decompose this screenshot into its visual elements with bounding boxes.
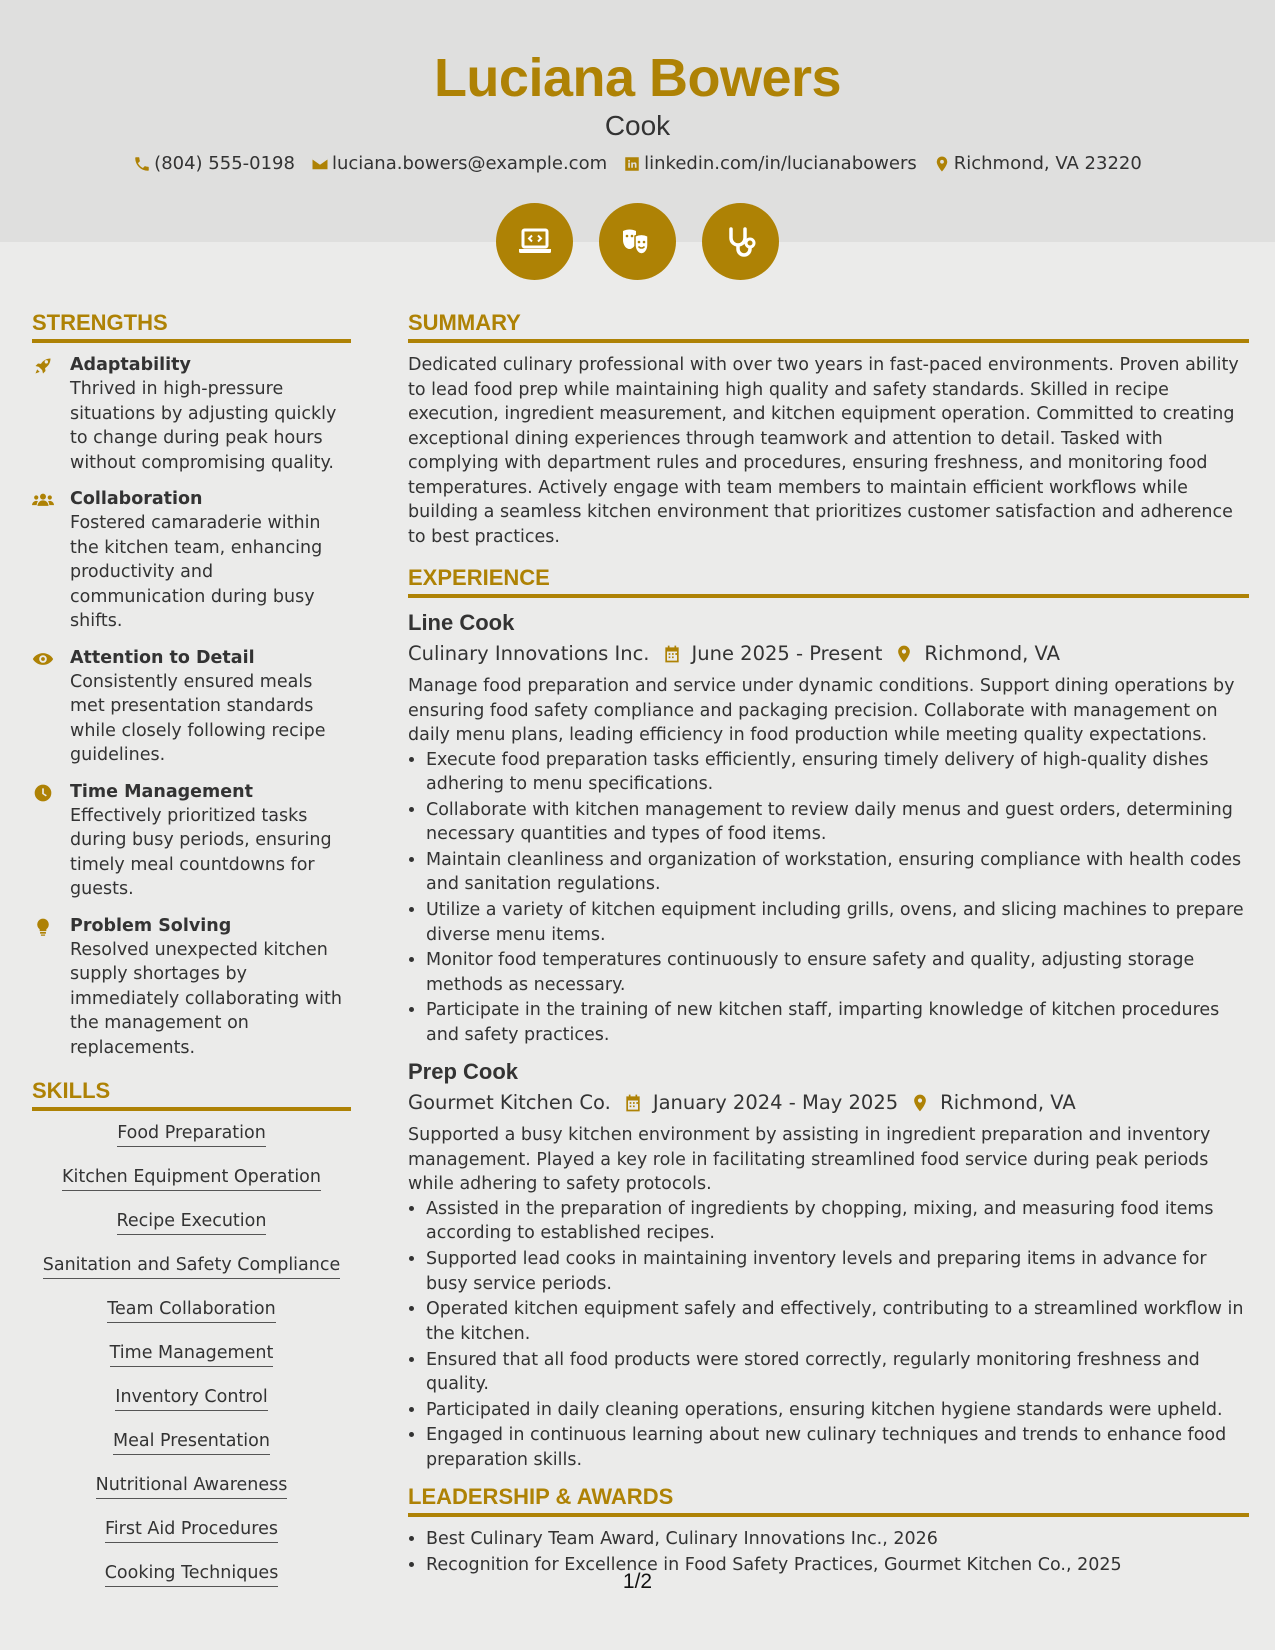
- job-bullet: • Utilize a variety of kitchen equipment including grills, ovens, and slicing machines to prepare diverse menu items.: [426, 898, 1249, 947]
- skill-item: Cooking Techniques: [105, 1561, 279, 1587]
- skill-item: Team Collaboration: [107, 1297, 275, 1323]
- contact-phone[interactable]: [133, 151, 295, 177]
- job-description: Supported a busy kitchen environment by assisting in ingredient preparation and inventory management. Played a key role in facilitating streamlined food service during peak periods while adhering to safety protocols.: [408, 1125, 1211, 1195]
- job-bullet: • Ensured that all food products were stored correctly, regularly monitoring freshness and quality.: [426, 1348, 1249, 1397]
- laptop-code-icon: [515, 222, 555, 262]
- email-text: luciana.bowers@example.com: [331, 153, 608, 174]
- lightbulb-icon: [32, 917, 54, 937]
- experience-heading: EXPERIENCE: [408, 563, 1249, 598]
- badge-laptop: [496, 203, 573, 280]
- map-pin-icon: [933, 155, 951, 173]
- job-bullet: • Operated kitchen equipment safely and effectively, contributing to a streamlined workflow in the kitchen.: [426, 1297, 1249, 1346]
- job-location: Richmond, VA: [940, 1091, 1076, 1115]
- skill-item: Sanitation and Safety Compliance: [43, 1253, 341, 1279]
- location-text: Richmond, VA 23220: [953, 153, 1142, 174]
- strength-text: Consistently ensured meals met presentation standards while closely following recipe guidelines.: [70, 671, 326, 765]
- skill-item: First Aid Procedures: [105, 1517, 278, 1543]
- skill-item: Kitchen Equipment Operation: [62, 1165, 321, 1191]
- envelope-icon: [311, 155, 329, 173]
- candidate-role: Cook: [604, 110, 671, 141]
- job-dates: January 2024 - May 2025: [652, 1091, 899, 1115]
- skill-item: Recipe Execution: [117, 1209, 267, 1235]
- linkedin-icon: [623, 155, 641, 173]
- job-meta: [408, 638, 1249, 670]
- job-bullets: [408, 748, 1249, 1048]
- skill-item: Nutritional Awareness: [96, 1473, 288, 1499]
- right-column: [408, 308, 1249, 1588]
- job-dates: June 2025 - Present: [691, 642, 883, 665]
- page-number: 1/2: [622, 1570, 653, 1593]
- users-icon: [32, 490, 54, 510]
- job-bullet: • Assisted in the preparation of ingredients by chopping, mixing, and measuring food items according to established recipes.: [426, 1197, 1249, 1246]
- strength-item: [32, 780, 351, 902]
- summary-text: Dedicated culinary professional with over two years in fast-paced environments. Proven ability to lead food prep while maintaining high quality and safety standards. Skilled in recipe execution, ingredient measurement, and kitchen equipment operation. Committed to creating exceptional dining experiences through teamwork and attention to detail. Tasked with complying with department rules and procedures, ensuring freshness, and monitoring food temperatures. Actively engage with team members to maintain efficient workflows while building a seamless kitchen environment that prioritizes customer satisfaction and adherence to best practices.: [408, 355, 1239, 547]
- awards-heading: LEADERSHIP & AWARDS: [408, 1482, 1249, 1517]
- award-item: • Recognition for Excellence in Food Safety Practices, Gourmet Kitchen Co., 2025: [426, 1553, 1249, 1578]
- job-bullet: • Monitor food temperatures continuously to ensure safety and quality, adjusting storage methods as necessary.: [426, 948, 1249, 997]
- badge-stethoscope: [702, 203, 779, 280]
- skill-item: Inventory Control: [115, 1385, 267, 1411]
- award-item: • Best Culinary Team Award, Culinary Innovations Inc., 2026: [426, 1527, 1249, 1552]
- map-pin-icon: [894, 644, 914, 664]
- strength-title: Attention to Detail: [70, 647, 255, 668]
- phone-text: (804) 555-0198: [154, 153, 295, 174]
- theater-masks-icon: [618, 222, 658, 262]
- strength-text: Effectively prioritized tasks during busy periods, ensuring timely meal countdowns for guests.: [70, 805, 332, 899]
- job-bullets: [408, 1197, 1249, 1472]
- job-entry: [408, 608, 1249, 1047]
- job-bullet: • Supported lead cooks in maintaining inventory levels and preparing items in advance for busy service periods.: [426, 1247, 1249, 1296]
- strength-item: [32, 646, 351, 768]
- strengths-heading: STRENGTHS: [32, 308, 351, 343]
- skill-item: Time Management: [110, 1341, 274, 1367]
- strength-item: [32, 914, 351, 1061]
- rocket-icon: [32, 356, 54, 376]
- job-meta: [408, 1087, 1249, 1119]
- skill-item: Meal Presentation: [113, 1429, 270, 1455]
- job-company: Culinary Innovations Inc.: [408, 642, 650, 665]
- eye-icon: [32, 649, 54, 669]
- strength-title: Problem Solving: [70, 915, 232, 936]
- job-title: Line Cook: [408, 610, 515, 635]
- linkedin-text: linkedin.com/in/lucianabowers: [644, 153, 917, 174]
- skills-heading: SKILLS: [32, 1076, 351, 1111]
- left-column: [32, 308, 351, 1605]
- skill-item: Food Preparation: [117, 1121, 266, 1147]
- phone-icon: [133, 155, 151, 173]
- contact-linkedin[interactable]: [623, 151, 917, 177]
- skill-list: [32, 1121, 351, 1605]
- badge-masks: [599, 203, 676, 280]
- job-company: Gourmet Kitchen Co.: [408, 1091, 611, 1115]
- job-title: Prep Cook: [408, 1059, 519, 1085]
- strength-text: Thrived in high-pressure situations by adjusting quickly to change during peak hours without compromising quality.: [70, 379, 337, 473]
- job-bullet: • Engaged in continuous learning about new culinary techniques and trends to enhance food preparation skills.: [426, 1423, 1249, 1472]
- summary-heading: SUMMARY: [408, 308, 1249, 343]
- strength-text: Resolved unexpected kitchen supply shortages by immediately collaborating with the management on replacements.: [70, 939, 342, 1058]
- strength-title: Collaboration: [70, 489, 203, 509]
- strength-item: [32, 487, 351, 634]
- job-description: Manage food preparation and service under dynamic conditions. Support dining operations by ensuring food safety compliance and packaging precision. Collaborate with management on daily menu plans, leading efficiency in food production while meeting quality expectations.: [408, 676, 1235, 745]
- job-bullet: • Participate in the training of new kitchen staff, imparting knowledge of kitchen procedures and safety practices.: [426, 998, 1249, 1047]
- job-bullet: • Collaborate with kitchen management to review daily menus and guest orders, determining necessary quantities and types of food items.: [426, 798, 1249, 847]
- stethoscope-icon: [721, 222, 761, 262]
- job-bullet: • Participated in daily cleaning operations, ensuring kitchen hygiene standards were upheld.: [426, 1398, 1249, 1423]
- candidate-name: Luciana Bowers: [433, 48, 842, 108]
- job-bullet: • Execute food preparation tasks efficiently, ensuring timely delivery of high-quality dishes adhering to menu specifications.: [426, 748, 1249, 797]
- job-location: Richmond, VA: [924, 642, 1060, 665]
- contact-bar: [0, 151, 1275, 177]
- badge-row: [0, 203, 1275, 280]
- strength-text: Fostered camaraderie within the kitchen team, enhancing productivity and communication during busy shifts.: [70, 513, 323, 631]
- contact-email[interactable]: [311, 151, 607, 177]
- strength-item: [32, 353, 351, 475]
- strength-title: Time Management: [70, 781, 253, 802]
- job-bullet: • Maintain cleanliness and organization of workstation, ensuring compliance with health codes and sanitation regulations.: [426, 848, 1249, 897]
- clock-icon: [32, 783, 54, 803]
- calendar-icon: [623, 1093, 643, 1113]
- contact-location: [933, 151, 1142, 177]
- map-pin-icon: [910, 1093, 930, 1113]
- calendar-icon: [662, 644, 682, 664]
- strength-title: Adaptability: [70, 355, 191, 375]
- job-entry: [408, 1057, 1249, 1472]
